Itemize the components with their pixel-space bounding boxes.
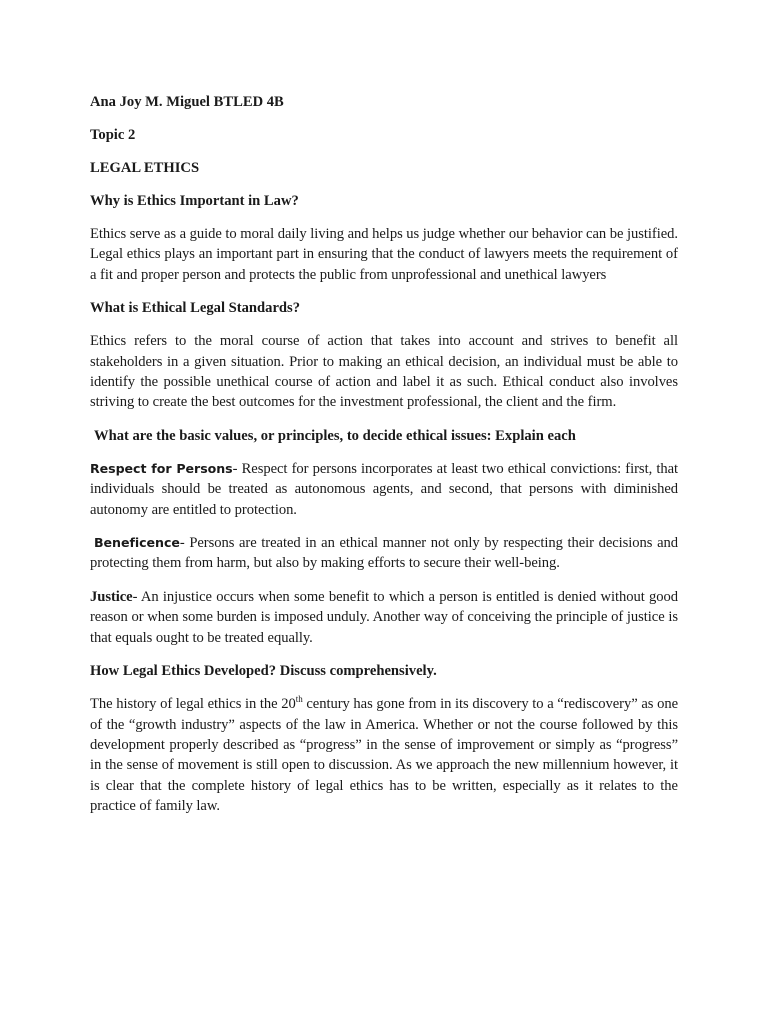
principle-justice-paragraph	[90, 587, 678, 648]
principle-body-justice: - An injustice occurs when some benefit to which a person is entitled is denied without good reason or when some burden is imposed unduly. Another way of conceiving the principle of justice is that equals ought to be treated equally.	[90, 588, 678, 646]
question-heading-development: How Legal Ethics Developed? Discuss comprehensively.	[90, 663, 437, 680]
ordinal-suffix: th	[295, 694, 303, 705]
principle-respect-paragraph	[90, 459, 678, 520]
principle-term-beneficence: Beneficence	[94, 535, 180, 551]
answer-paragraph-development	[90, 694, 678, 816]
principle-body-beneficence: - Persons are treated in an ethical manner not only by respecting their decisions and protecting them from harm, but also by making efforts to secure their well-being.	[90, 535, 678, 572]
principle-term-justice: Justice	[90, 588, 133, 605]
development-body-rest: century has gone from in its discovery to a “rediscovery” as one of the “growth industry” aspects of the law in America. Whether or not the course followed by this development properly described as “progress” in the sense of improvement or simply as “progress” in the sense of movement is still open to discussion. As we approach the new millennium however, it is clear that the complete history of legal ethics has to be written, especially as it relates to the practice of family law.	[90, 696, 678, 815]
development-body-start: The history of legal ethics in the 20	[90, 696, 296, 713]
principle-beneficence-paragraph	[90, 533, 678, 574]
question-heading-importance: Why is Ethics Important in Law?	[90, 193, 299, 209]
question-heading-principles-text: What are the basic values, or principles, to decide ethical issues: Explain each	[94, 427, 576, 444]
answer-paragraph-importance: Ethics serve as a guide to moral daily living and helps us judge whether our behavior can be justified. Legal ethics plays an important part in ensuring that the conduct of lawyers meets the requirement of a fit and proper person and protects the public from unprofessional and unethical lawyers	[90, 226, 678, 283]
topic-label: Topic 2	[90, 127, 136, 143]
principle-body-respect: - Respect for persons incorporates at least two ethical convictions: first, that individuals should be treated as autonomous agents, and second, that persons with diminished autonomy are entitled to protection.	[90, 460, 678, 518]
question-heading-standards: What is Ethical Legal Standards?	[90, 300, 301, 317]
document-title: LEGAL ETHICS	[90, 160, 200, 176]
author-line: Ana Joy M. Miguel BTLED 4B	[90, 94, 284, 110]
answer-paragraph-standards: Ethics refers to the moral course of action that takes into account and strives to benefit all stakeholders in a given situation. Prior to making an ethical decision, an individual must be able to identify the possible unethical course of action and label it as such. Ethical conduct also involves striving to create the best outcomes for the investment professional, the client and the firm.	[90, 333, 678, 411]
principle-term-respect: Respect for Persons	[90, 460, 233, 476]
question-heading-principles	[90, 426, 678, 446]
